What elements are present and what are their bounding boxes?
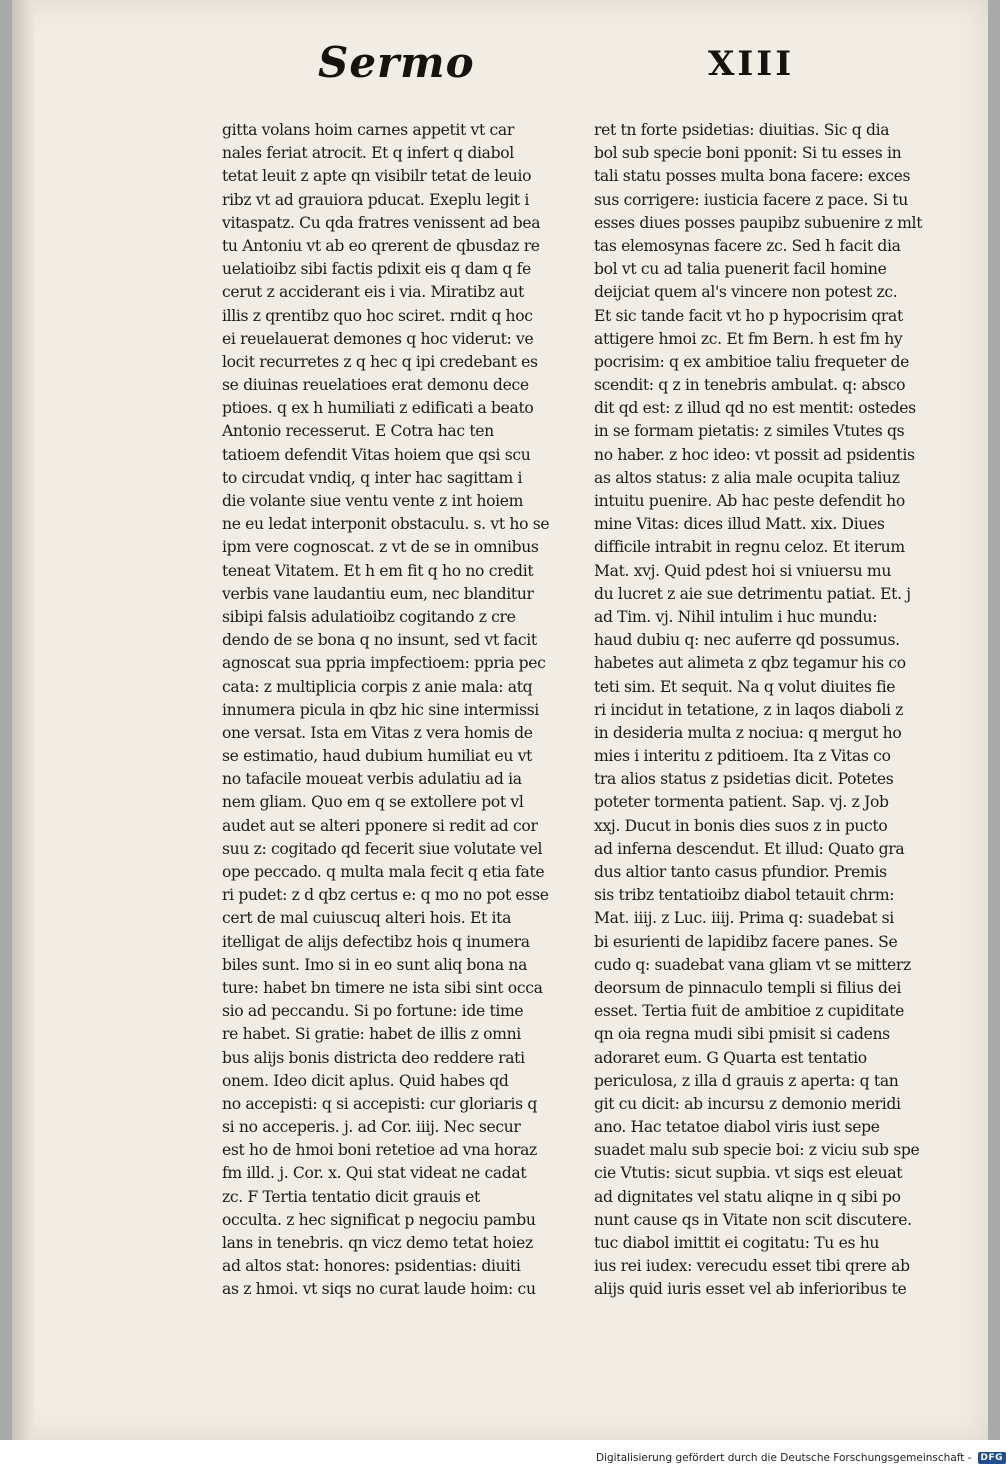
text-line: onem. Ideo dicit aplus. Quid habes qd [222, 1071, 509, 1090]
text-line: ribz vt ad grauiora pducat. Exeplu legit i [222, 190, 530, 209]
text-line: bus alijs bonis districta deo reddere rati [222, 1048, 525, 1067]
text-line: scendit: q z in tenebris ambulat. q: absco [594, 376, 906, 395]
text-line: illis z qrentibz quo hoc sciret. rndit q hoc [222, 306, 533, 325]
text-line: ad dignitates vel statu aliqne in q sibi po [594, 1187, 901, 1206]
text-line: innumera picula in qbz hic sine intermissi [222, 700, 539, 719]
text-line: git cu dicit: ab incursu z demonio meridi [594, 1094, 901, 1113]
text-line: ope peccado. q multa mala fecit q etia fate [222, 863, 545, 881]
text-line: cudo q: suadebat vana gliam vt se mitterz [594, 955, 911, 974]
text-line: deorsum de pinnaculo templi si filius dei [594, 978, 902, 997]
text-line: teneat Vitatem. Et h em fit q ho no credit [222, 561, 534, 580]
text-line: cie Vtutis: sicut supbia. vt siqs est eleuat [594, 1164, 903, 1183]
text-line: teti sim. Et sequit. Na q volut diuites fie [594, 677, 896, 696]
text-line: ri pudet: z d qbz certus e: q mo no pot esse [222, 886, 549, 905]
text-line: ius rei iudex: verecudu esset tibi qrere ab [594, 1257, 910, 1276]
text-line: dendo de se bona q no insunt, sed vt facit [222, 631, 537, 650]
text-line: tu Antoniu vt ab eo qrerent de qbusdaz re [222, 236, 540, 255]
text-line: haud dubiu q: nec auferre qd possumus. [594, 631, 900, 650]
text-line: ad Tim. vj. Nihil intulim i huc mundu: [594, 607, 878, 626]
text-line: fm illd. j. Cor. x. Qui stat videat ne cadat [222, 1164, 527, 1183]
text-line: re habet. Si gratie: habet de illis z omni [222, 1025, 521, 1044]
text-line: lans in tenebris. qn vicz demo tetat hoiez [222, 1234, 533, 1252]
text-line: ano. Hac tetatoe diabol viris iust sepe [594, 1118, 880, 1137]
text-line: bol vt cu ad talia puenerit facil homine [594, 260, 887, 279]
text-line: no tafacile moueat verbis adulatiu ad ia [222, 770, 522, 789]
text-line: no accepisti: q si accepisti: cur gloriaris q [222, 1094, 538, 1113]
text-line: suadet malu sub specie boi: z viciu sub spe [594, 1141, 920, 1160]
text-line: in desideria multa z nociua: q mergut ho [594, 723, 902, 742]
text-line: ri incidut in tetatione, z in laqos diaboli z [594, 700, 904, 719]
text-line: intuitu puenire. Ab hac peste defendit ho [594, 492, 905, 510]
text-line: cert de mal cuiuscuq alteri hois. Et ita [222, 909, 512, 928]
text-line: in se formam pietatis: z similes Vtutes qs [594, 422, 905, 441]
credit-text: Digitalisierung gefördert durch die Deutsche Forschungsgemeinschaft - [596, 1452, 972, 1464]
text-line: uelatioibz sibi factis pdixit eis q dam q fe [222, 260, 531, 279]
text-line: tas elemosynas facere zc. Sed h facit dia [594, 236, 901, 255]
text-line: ture: habet bn timere ne ista sibi sint occa [222, 978, 543, 997]
text-line: gitta volans hoim carnes appetit vt car [222, 121, 514, 139]
page-gutter-shadow [12, 0, 34, 1440]
text-line: biles sunt. Imo si in eo sunt aliq bona na [222, 955, 528, 974]
text-line: tra alios status z psidetias dicit. Potetes [594, 770, 894, 789]
text-line: tali statu posses multa bona facere: exces [594, 167, 911, 186]
text-line: to circudat vndiq, q inter hac sagittam i [222, 468, 523, 487]
dfg-logo-icon: DFG [978, 1452, 1006, 1464]
text-line: tatioem defendit Vitas hoiem que qsi scu [222, 445, 531, 464]
text-line: mine Vitas: dices illud Matt. xix. Diues [594, 515, 885, 534]
text-line: sibipi falsis adulatioibz cogitando z cre [222, 607, 516, 626]
running-head-right: XIII [708, 44, 795, 84]
text-line: occulta. z hec significat p negociu pambu [222, 1210, 536, 1229]
running-head-left: Sermo [318, 38, 475, 87]
text-line: se diuinas reuelatioes erat demonu dece [222, 376, 529, 395]
text-line: zc. F Tertia tentatio dicit grauis et [222, 1187, 480, 1206]
digitization-credit [596, 1449, 1004, 1467]
text-line: bol sub specie boni pponit: Si tu esses in [594, 144, 902, 163]
text-line: habetes aut alimeta z qbz tegamur his co [594, 654, 906, 673]
text-line: qn oia regna mudi sibi pmisit si cadens [594, 1025, 890, 1044]
text-line: vitaspatz. Cu qda fratres venissent ad bea [222, 213, 541, 232]
text-line: sis tribz tentatioibz diabol tetauit chrm: [594, 886, 895, 905]
text-line: tuc diabol imittit ei cogitatu: Tu es hu [594, 1234, 880, 1252]
text-line: ne eu ledat interponit obstaculu. s. vt ho se [222, 515, 550, 534]
text-line: nales feriat atrocit. Et q infert q diabol [222, 144, 514, 163]
text-line: Antonio recesserut. E Cotra hac ten [222, 422, 494, 441]
text-line: adoraret eum. G Quarta est tentatio [594, 1048, 867, 1067]
text-line: periculosa, z illa d grauis z aperta: q tan [594, 1071, 899, 1090]
text-line: Mat. xvj. Quid pdest hoi si vniuersu mu [594, 561, 892, 580]
text-line: sio ad peccandu. Si po fortune: ide time [222, 1002, 524, 1021]
text-line: suu z: cogitado qd fecerit siue volutate vel [222, 839, 543, 858]
text-line: ad altos stat: honores: psidentias: diuiti [222, 1257, 521, 1276]
text-line: locit recurretes z q hec q ipi credebant es [222, 352, 538, 371]
text-line: die volante siue ventu vente z int hoiem [222, 492, 524, 510]
text-line: attigere hmoi zc. Et fm Bern. h est fm hy [594, 329, 903, 348]
text-line: se estimatio, haud dubium humiliat eu vt [222, 747, 533, 766]
text-line: ret tn forte psidetias: diuitias. Sic q dia [594, 121, 890, 139]
text-line: alijs quid iuris esset vel ab inferioribus te [594, 1280, 907, 1299]
text-line: ei reuelauerat demones q hoc viderut: ve [222, 329, 534, 348]
text-line: bi esurienti de lapidibz facere panes. Se [594, 932, 898, 951]
text-line: agnoscat sua ppria impfectioem: ppria pec [222, 654, 546, 673]
right-text-column [594, 119, 970, 1302]
text-line: dus altior tanto casus pfundior. Premis [594, 863, 887, 881]
text-line: poteter tormenta patient. Sap. vj. z Job [594, 793, 889, 812]
text-line: dit qd est: z illud qd no est mentit: ostedes [594, 399, 916, 418]
text-line: tetat leuit z apte qn visibilr tetat de leuio [222, 167, 532, 186]
text-line: xxj. Ducut in bonis dies suos z in pucto [594, 816, 888, 835]
text-line: est ho de hmoi boni retetioe ad vna horaz [222, 1141, 537, 1160]
text-line: Et sic tande facit vt ho p hypocrisim qrat [594, 306, 903, 325]
text-line: ptioes. q ex h humiliati z edificati a beato [222, 399, 534, 418]
text-line: audet aut se alteri pponere si redit ad cor [222, 816, 538, 835]
text-line: as z hmoi. vt siqs no curat laude hoim: cu [222, 1280, 536, 1299]
text-line: nunt cause qs in Vitate non scit discutere. [594, 1210, 912, 1229]
text-line: difficile intrabit in regnu celoz. Et iterum [594, 538, 905, 557]
text-line: du lucret z aie sue detrimentu patiat. Et. j [594, 584, 911, 603]
text-line: si no acceperis. j. ad Cor. iiij. Nec secur [222, 1118, 521, 1137]
text-line: no haber. z hoc ideo: vt possit ad psidentis [594, 445, 915, 464]
text-line: as altos status: z alia male ocupita taliuz [594, 468, 900, 487]
text-line: ipm vere cognoscat. z vt de se in omnibus [222, 538, 539, 557]
text-line: esset. Tertia fuit de ambitioe z cupiditate [594, 1002, 904, 1021]
left-text-column [222, 119, 577, 1302]
text-line: one versat. Ista em Vitas z vera homis de [222, 723, 533, 742]
text-line: verbis vane laudantiu eum, nec blanditur [222, 584, 534, 603]
text-line: cerut z acciderant eis i via. Miratibz aut [222, 283, 524, 302]
text-line: deijciat quem al's vincere non potest zc. [594, 283, 898, 302]
text-line: cata: z multiplicia corpis z anie mala: atq [222, 677, 533, 696]
text-line: mies i interitu z pditioem. Ita z Vitas co [594, 747, 891, 766]
text-line: sus corrigere: iusticia facere z pace. Si tu [594, 190, 908, 209]
text-line: esses diues posses paupibz subuenire z mlt [594, 213, 923, 232]
text-line: Mat. iiij. z Luc. iiij. Prima q: suadebat si [594, 909, 894, 928]
text-line: ad inferna descendut. Et illud: Quato gra [594, 839, 905, 858]
text-line: itelligat de alijs defectibz hois q inumera [222, 932, 530, 951]
text-line: nem gliam. Quo em q se extollere pot vl [222, 793, 524, 812]
text-line: pocrisim: q ex ambitioe taliu frequeter de [594, 352, 909, 371]
